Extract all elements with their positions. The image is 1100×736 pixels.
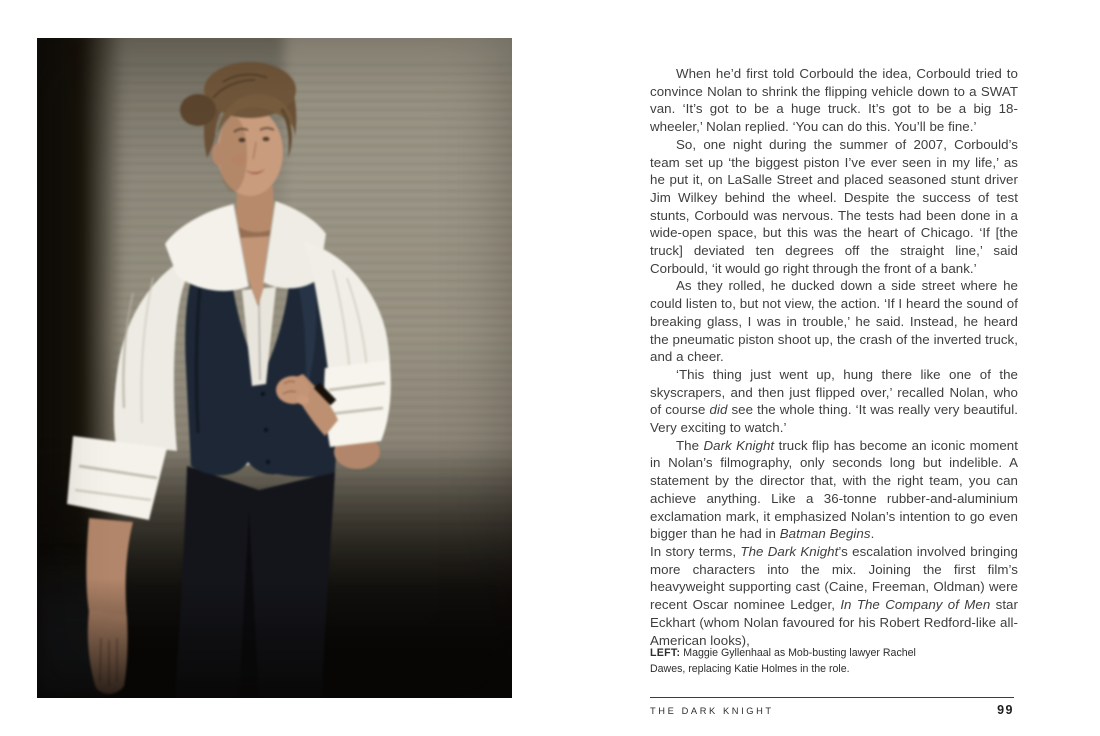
body-paragraph: So, one night during the summer of 2007, Corbould’s team set up ‘the biggest piston I’ve ever seen in my life,’ as he put it, on LaSalle Street and placed seasoned stunt driver Jim Wilkey behind the wheel. Despite the success of test stunts, Corbould was nervous. The tests had been done in a wide-open space, but this was the heart of Chicago. ‘If [the truck] deviated ten degrees off the straight line,’ said Corbould, ‘it would go right through the front of a bank.’ [650, 136, 1018, 276]
photo-figure [37, 38, 512, 698]
article-column [650, 65, 1018, 649]
body-paragraph: In story terms, The Dark Knight’s escalation involved bringing more characters into the mix. Joining the first film’s heavyweight supporting cast (Caine, Freeman, Oldman) were recent Oscar nominee Ledger, In The Company of Men star Eckhart (whom Nolan favoured for his Robert Redford-like all-American looks), [650, 543, 1019, 648]
body-paragraph: When he’d first told Corbould the idea, Corbould tried to convince Nolan to shrink the flipping vehicle down to a SWAT van. ‘It’s got to be a huge truck. It’s got to be a big 18-wheeler,’ Nolan replied. ‘You can do this. You’ll be fine.’ [650, 66, 1018, 135]
body-paragraph: The Dark Knight truck flip has become an iconic moment in Nolan’s filmography, only seconds long but indelible. A statement by the director that, with the right team, you can achieve anything. Like a 36-tonne rubber-and-aluminium exclamation mark, it emphasized Nolan’s intention to go even bigger than he had in Batman Begins. [650, 437, 1018, 542]
body-paragraph: ‘This thing just went up, hung there like one of the skyscrapers, and then just flipped over,’ recalled Nolan, who of course did see the whole thing. ‘It was really very beautiful. Very exciting to watch.’ [650, 366, 1018, 436]
body-paragraph: As they rolled, he ducked down a side street where he could listen to, but not view, the action. ‘If I heard the sound of breaking glass, I was in trouble,’ he said. Instead, he heard the pneumatic piston shoot up, the crash of the inverted truck, and a cheer. [650, 278, 1018, 365]
page-number: 99 [997, 703, 1014, 717]
caption-label: LEFT: [650, 647, 681, 659]
footer-rule [650, 697, 1014, 698]
photo-caption [650, 646, 942, 677]
running-head: THE DARK KNIGHT [650, 706, 774, 716]
caption-text: Maggie Gyllenhaal as Mob-busting lawyer Rachel Dawes, replacing Katie Holmes in the role. [650, 647, 916, 675]
page-footer [650, 703, 1014, 717]
photo-maggie-gyllenhaal [37, 38, 512, 698]
